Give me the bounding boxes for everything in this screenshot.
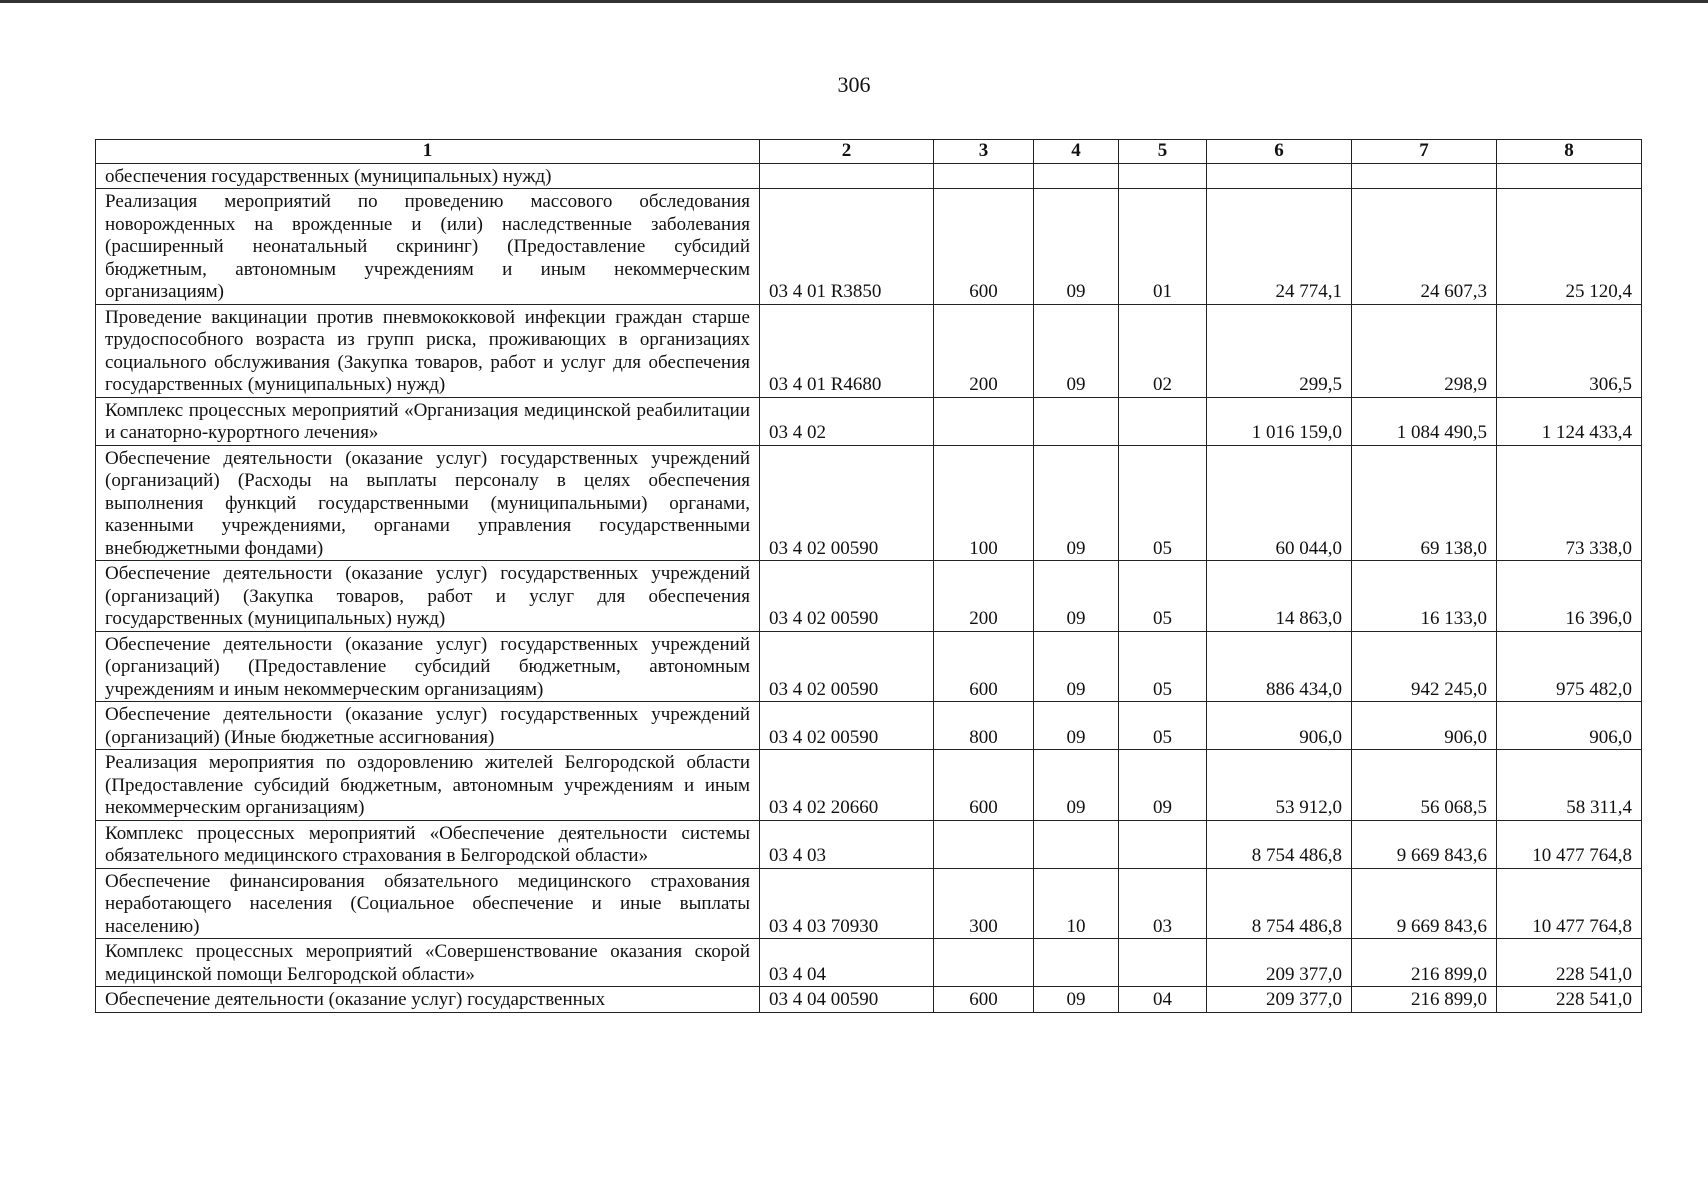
column-header-4: 4 — [1034, 140, 1119, 164]
row-code: 03 4 04 00590 — [760, 987, 934, 1013]
row-value-7: 942 245,0 — [1352, 631, 1497, 702]
row-code: 03 4 02 00590 — [760, 561, 934, 632]
row-value-7: 24 607,3 — [1352, 189, 1497, 305]
row-col5: 03 — [1119, 868, 1207, 939]
row-description: Обеспечение деятельности (оказание услуг) государственных учреждений (организаций) (Закупка товаров, работ и услуг для обеспечения государственных (муниципальных) нужд) — [96, 561, 760, 632]
row-col4: 09 — [1034, 987, 1119, 1013]
row-value-6: 886 434,0 — [1207, 631, 1352, 702]
row-description: Комплекс процессных мероприятий «Организация медицинской реабилитации и санаторно-курортного лечения» — [96, 397, 760, 445]
row-code: 03 4 02 00590 — [760, 631, 934, 702]
row-col5 — [1119, 163, 1207, 189]
row-description: Обеспечение деятельности (оказание услуг) государственных учреждений (организаций) (Расходы на выплаты персоналу в целях обеспечения выполнения функций государственными (муниципальными) органами, казенными учреждениями, органами управления государственными внебюджетными фондами) — [96, 445, 760, 561]
table-row — [96, 631, 1642, 702]
row-value-6: 209 377,0 — [1207, 939, 1352, 987]
row-col5: 04 — [1119, 987, 1207, 1013]
column-header-3: 3 — [934, 140, 1034, 164]
row-col5 — [1119, 939, 1207, 987]
row-col4 — [1034, 163, 1119, 189]
header-row — [96, 140, 1642, 164]
table-row — [96, 163, 1642, 189]
column-header-7: 7 — [1352, 140, 1497, 164]
row-value-8: 975 482,0 — [1497, 631, 1642, 702]
row-col4: 09 — [1034, 561, 1119, 632]
row-value-7: 298,9 — [1352, 304, 1497, 397]
row-value-6: 24 774,1 — [1207, 189, 1352, 305]
row-code — [760, 163, 934, 189]
row-col5: 05 — [1119, 631, 1207, 702]
row-value-7: 69 138,0 — [1352, 445, 1497, 561]
table-row — [96, 939, 1642, 987]
table-row — [96, 445, 1642, 561]
row-code: 03 4 03 70930 — [760, 868, 934, 939]
row-code: 03 4 01 R3850 — [760, 189, 934, 305]
row-value-7: 216 899,0 — [1352, 939, 1497, 987]
column-header-2: 2 — [760, 140, 934, 164]
top-border-line — [0, 0, 1708, 3]
row-col5: 09 — [1119, 750, 1207, 821]
row-col3: 600 — [934, 631, 1034, 702]
column-header-8: 8 — [1497, 140, 1642, 164]
row-col3: 200 — [934, 304, 1034, 397]
row-value-6: 8 754 486,8 — [1207, 820, 1352, 868]
row-value-8: 10 477 764,8 — [1497, 820, 1642, 868]
table-row — [96, 987, 1642, 1013]
row-value-8: 906,0 — [1497, 702, 1642, 750]
row-col3: 600 — [934, 987, 1034, 1013]
row-col4: 09 — [1034, 445, 1119, 561]
row-col5 — [1119, 820, 1207, 868]
row-description: Комплекс процессных мероприятий «Совершенствование оказания скорой медицинской помощи Белгородской области» — [96, 939, 760, 987]
page-number: 306 — [837, 72, 871, 97]
row-value-8: 1 124 433,4 — [1497, 397, 1642, 445]
row-value-7: 1 084 490,5 — [1352, 397, 1497, 445]
row-value-6: 60 044,0 — [1207, 445, 1352, 561]
row-value-7 — [1352, 163, 1497, 189]
row-value-6: 53 912,0 — [1207, 750, 1352, 821]
table-row — [96, 820, 1642, 868]
row-col3 — [934, 397, 1034, 445]
row-value-6: 299,5 — [1207, 304, 1352, 397]
column-header-6: 6 — [1207, 140, 1352, 164]
row-description: Обеспечение деятельности (оказание услуг) государственных учреждений (организаций) (Предоставление субсидий бюджетным, автономным учреждениям и иным некоммерческим организациям) — [96, 631, 760, 702]
row-value-6 — [1207, 163, 1352, 189]
row-col3: 600 — [934, 189, 1034, 305]
row-code: 03 4 02 00590 — [760, 702, 934, 750]
row-value-7: 216 899,0 — [1352, 987, 1497, 1013]
row-value-7: 9 669 843,6 — [1352, 868, 1497, 939]
row-col3: 800 — [934, 702, 1034, 750]
row-col3 — [934, 939, 1034, 987]
column-header-5: 5 — [1119, 140, 1207, 164]
table-row — [96, 189, 1642, 305]
row-col5 — [1119, 397, 1207, 445]
row-col5: 05 — [1119, 445, 1207, 561]
row-col3: 300 — [934, 868, 1034, 939]
row-description: Комплекс процессных мероприятий «Обеспечение деятельности системы обязательного медицинского страхования в Белгородской области» — [96, 820, 760, 868]
row-col4: 09 — [1034, 631, 1119, 702]
row-col3: 100 — [934, 445, 1034, 561]
row-col3: 600 — [934, 750, 1034, 821]
row-value-8: 306,5 — [1497, 304, 1642, 397]
row-value-7: 9 669 843,6 — [1352, 820, 1497, 868]
row-description: Реализация мероприятий по проведению массового обследования новорожденных на врожденные и (или) наследственные заболевания (расширенный неонатальный скрининг) (Предоставление субсидий бюджетным, автономным учреждениям и иным некоммерческим организациям) — [96, 189, 760, 305]
row-col4 — [1034, 939, 1119, 987]
row-value-8: 73 338,0 — [1497, 445, 1642, 561]
row-col5: 05 — [1119, 561, 1207, 632]
row-value-8: 10 477 764,8 — [1497, 868, 1642, 939]
table-row — [96, 750, 1642, 821]
row-col4: 09 — [1034, 189, 1119, 305]
row-value-8: 228 541,0 — [1497, 939, 1642, 987]
table-row — [96, 561, 1642, 632]
row-value-8: 58 311,4 — [1497, 750, 1642, 821]
row-col4: 09 — [1034, 750, 1119, 821]
row-code: 03 4 02 00590 — [760, 445, 934, 561]
row-code: 03 4 02 20660 — [760, 750, 934, 821]
row-col4 — [1034, 397, 1119, 445]
row-value-6: 14 863,0 — [1207, 561, 1352, 632]
row-description: Проведение вакцинации против пневмококковой инфекции граждан старше трудоспособного возраста из групп риска, проживающих в организациях социального обслуживания (Закупка товаров, работ и услуг для обеспечения государственных (муниципальных) нужд) — [96, 304, 760, 397]
row-value-8: 16 396,0 — [1497, 561, 1642, 632]
row-col3 — [934, 163, 1034, 189]
budget-table — [95, 139, 1642, 1013]
row-description: Реализация мероприятия по оздоровлению жителей Белгородской области (Предоставление субсидий бюджетным, автономным учреждениям и иным некоммерческим организациям) — [96, 750, 760, 821]
row-value-6: 8 754 486,8 — [1207, 868, 1352, 939]
row-code: 03 4 01 R4680 — [760, 304, 934, 397]
table-row — [96, 702, 1642, 750]
table-row — [96, 304, 1642, 397]
column-header-1: 1 — [96, 140, 760, 164]
row-col5: 01 — [1119, 189, 1207, 305]
row-description: обеспечения государственных (муниципальных) нужд) — [96, 163, 760, 189]
row-value-8: 25 120,4 — [1497, 189, 1642, 305]
row-value-8 — [1497, 163, 1642, 189]
row-value-8: 228 541,0 — [1497, 987, 1642, 1013]
row-col3: 200 — [934, 561, 1034, 632]
table-row — [96, 868, 1642, 939]
row-code: 03 4 04 — [760, 939, 934, 987]
row-col5: 05 — [1119, 702, 1207, 750]
row-value-6: 209 377,0 — [1207, 987, 1352, 1013]
table-row — [96, 397, 1642, 445]
row-code: 03 4 02 — [760, 397, 934, 445]
row-code: 03 4 03 — [760, 820, 934, 868]
row-col4 — [1034, 820, 1119, 868]
row-value-7: 56 068,5 — [1352, 750, 1497, 821]
row-value-6: 1 016 159,0 — [1207, 397, 1352, 445]
row-col3 — [934, 820, 1034, 868]
row-description: Обеспечение деятельности (оказание услуг) государственных учреждений (организаций) (Иные бюджетные ассигнования) — [96, 702, 760, 750]
row-description: Обеспечение деятельности (оказание услуг) государственных — [96, 987, 760, 1013]
row-description: Обеспечение финансирования обязательного медицинского страхования неработающего населения (Социальное обеспечение и иные выплаты населению) — [96, 868, 760, 939]
row-value-6: 906,0 — [1207, 702, 1352, 750]
row-col4: 09 — [1034, 702, 1119, 750]
row-col4: 09 — [1034, 304, 1119, 397]
row-value-7: 16 133,0 — [1352, 561, 1497, 632]
row-col5: 02 — [1119, 304, 1207, 397]
row-value-7: 906,0 — [1352, 702, 1497, 750]
row-col4: 10 — [1034, 868, 1119, 939]
